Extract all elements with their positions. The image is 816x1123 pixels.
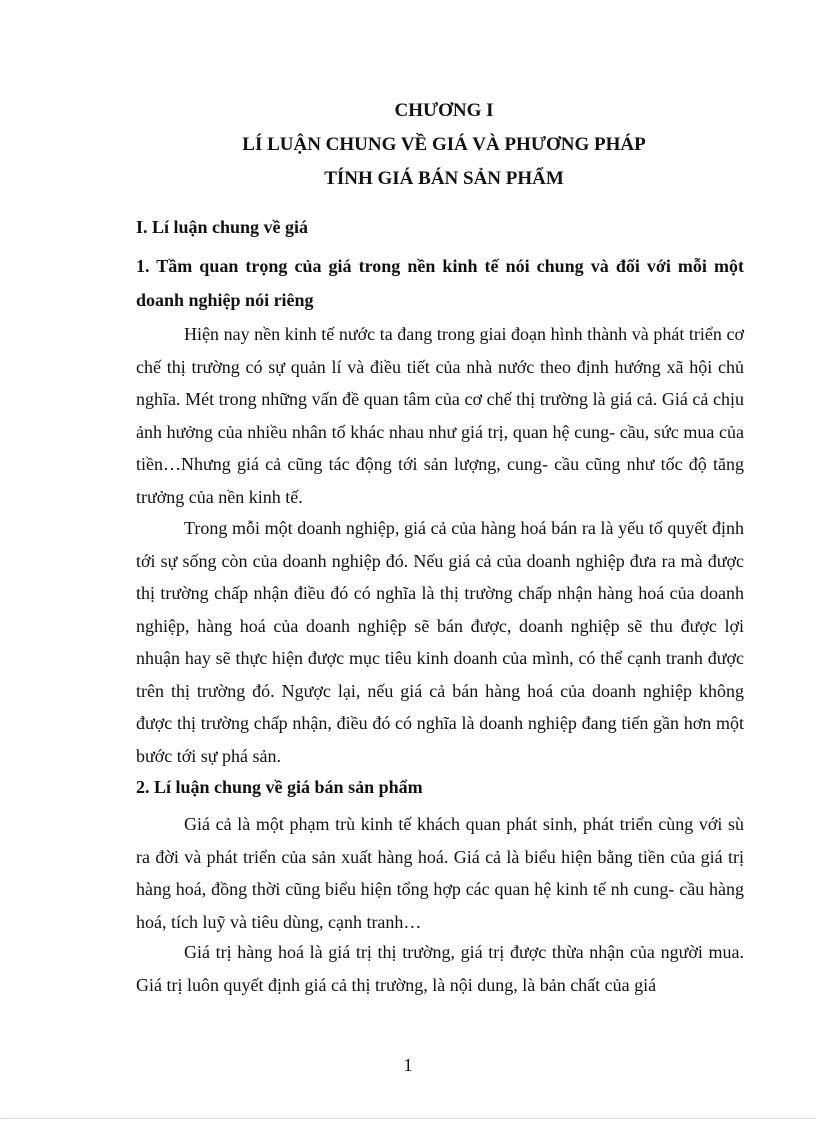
- chapter-heading: [136, 94, 752, 196]
- chapter-title-line-2: TÍNH GIÁ BÁN SẢN PHẨM: [324, 168, 564, 189]
- paragraph-3: Giá cả là một phạm trù kinh tế khách quan phát sinh, phát triển cùng với sù ra đời và phát triển của sản xuất hàng hoá. Giá cả là biểu hiện bằng tiền của giá trị hàng hoá, đồng thời cũng biểu hiện tổng hợp các quan hệ kinh tế nh cung- cầu hàng hoá, tích luỹ và tiêu dùng, cạnh tranh…: [136, 814, 744, 932]
- paragraph-4: Giá trị hàng hoá là giá trị thị trường, giá trị được thừa nhận của người mua. Giá trị luôn quyết định giá cả thị trường, là nội dung, là bản chất của giá: [136, 942, 744, 995]
- page-number: 1: [403, 1055, 413, 1075]
- paragraph-1: Hiện nay nền kinh tế nước ta đang trong giai đoạn hình thành và phát triển cơ chế thị trường có sự quản lí và điều tiết của nhà nước theo định hướng xã hội chủ nghĩa. Mét trong những vấn đề quan tâm của cơ chế thị trường là giá cả. Giá cả chịu ảnh hưởng của nhiều nhân tố khác nhau như giá trị, quan hệ cung- cầu, sức mua của tiền…Nhưng giá cả cũng tác động tới sản lượng, cung- cầu cũng như tốc độ tăng trưởng của nền kinh tế.: [136, 324, 744, 507]
- subsection-heading-2: 2. Lí luận chung về giá bán sản phẩm: [136, 777, 423, 797]
- subsection-heading-1: 1. Tầm quan trọng của giá trong nền kinh tế nói chung và đối với mỗi một doanh nghiệp nói riêng: [136, 256, 744, 310]
- chapter-title-line-1: LÍ LUẬN CHUNG VỀ GIÁ VÀ PHƯƠNG PHÁP: [242, 134, 646, 155]
- page-footer-divider: [0, 1118, 816, 1119]
- chapter-number: CHƯƠNG I: [394, 100, 494, 121]
- section-heading-1: I. Lí luận chung về giá: [136, 217, 309, 237]
- paragraph-2: Trong mỗi một doanh nghiệp, giá cả của hàng hoá bán ra là yếu tố quyết định tới sự sống còn của doanh nghiệp đó. Nếu giá cả của doanh nghiệp đưa ra mà được thị trường chấp nhận điều đó có nghĩa là thị trường chấp nhận hàng hoá của doanh nghiệp, hàng hoá của doanh nghiệp sẽ bán được, doanh nghiệp sẽ thu được lợi nhuận hay sẽ thực hiện được mục tiêu kinh doanh của mình, có thể cạnh tranh được trên thị trường đó. Ngược lại, nếu giá cả bán hàng hoá của doanh nghiệp không được thị trường chấp nhận, điều đó có nghĩa là doanh nghiệp đang tiến gần hơn một bước tới sự phá sản.: [136, 518, 744, 766]
